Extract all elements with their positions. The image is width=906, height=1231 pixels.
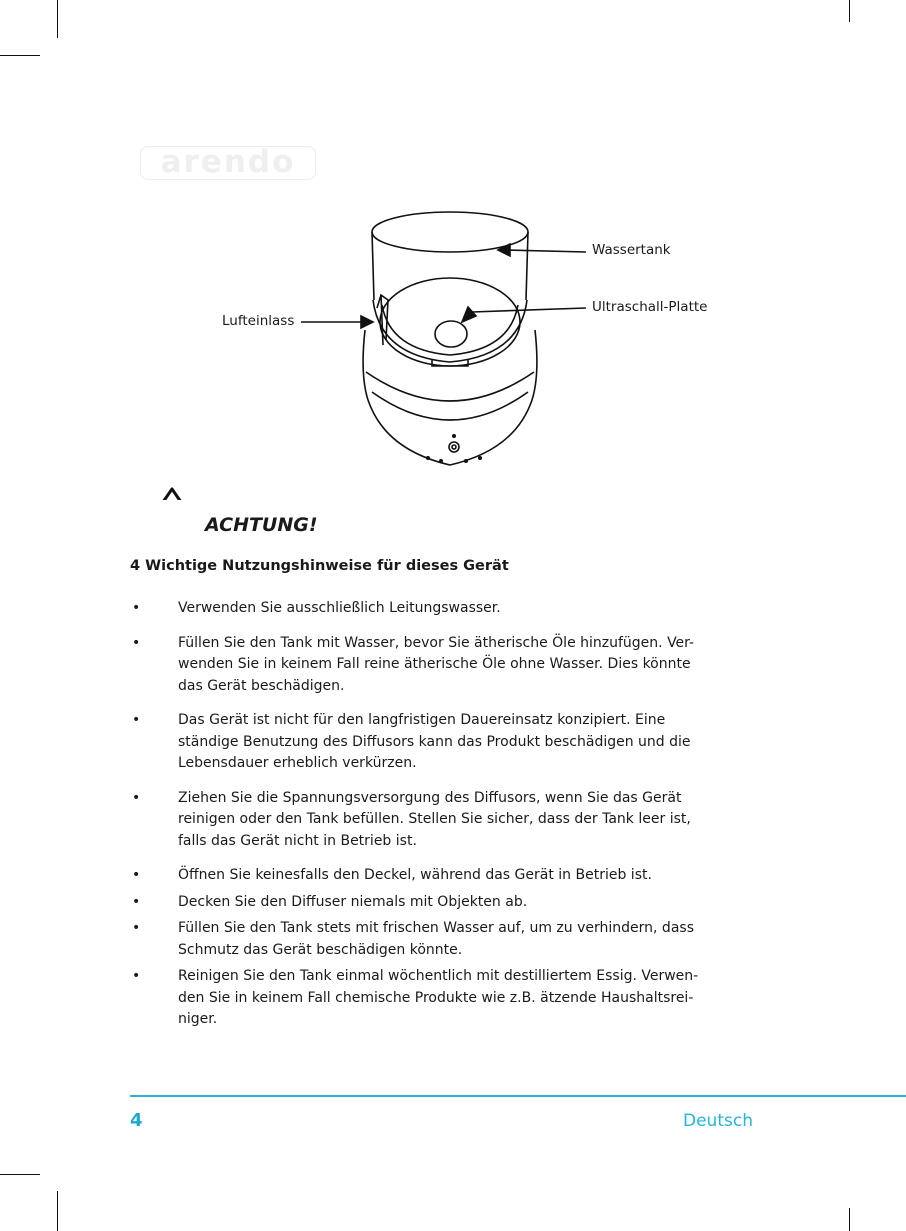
label-ultraschall-platte: Ultraschall-Platte: [592, 299, 708, 315]
list-item-line: niger.: [178, 1011, 218, 1027]
bullet-icon: •: [132, 600, 141, 616]
bullet-icon: •: [132, 634, 141, 651]
bullet-icon: •: [132, 893, 141, 910]
list-item: [130, 788, 750, 853]
usage-notes-list: [130, 598, 750, 1031]
list-item-line: Lebensdauer erheblich verkürzen.: [178, 755, 417, 771]
product-diagram: [0, 0, 906, 500]
list-item-line: Reinigen Sie den Tank einmal wöchentlich mit destilliertem Essig. Verwen-: [178, 968, 699, 984]
warning-title: ACHTUNG!: [205, 514, 318, 536]
footer-language: Deutsch: [683, 1111, 753, 1131]
label-wassertank: Wassertank: [592, 242, 671, 258]
page-number: 4: [130, 1110, 143, 1131]
list-item: [130, 710, 750, 775]
brand-logo: arendo: [140, 146, 316, 180]
list-item-line: das Gerät beschädigen.: [178, 677, 345, 694]
list-item-line: Öffnen Sie keinesfalls den Deckel, während das Gerät in Betrieb ist.: [178, 867, 652, 883]
list-item-line: Ziehen Sie die Spannungsversorgung des Diffusors, wenn Sie das Gerät: [178, 789, 682, 806]
list-item-line: reinigen oder den Tank befüllen. Stellen Sie sicher, dass der Tank leer ist,: [178, 811, 691, 827]
list-item: [130, 865, 750, 887]
list-item-line: Verwenden Sie ausschließlich Leitungswasser.: [178, 600, 501, 616]
bullet-icon: •: [132, 920, 141, 936]
list-item: [130, 633, 750, 698]
list-item: [130, 918, 750, 961]
crop-mark: [0, 1174, 40, 1175]
list-item-line: Decken Sie den Diffuser niemals mit Objekten ab.: [178, 893, 528, 910]
bullet-icon: •: [132, 968, 141, 984]
list-item-line: den Sie in keinem Fall chemische Produkte wie z.B. ätzende Haushaltsrei-: [178, 989, 694, 1006]
bullet-icon: •: [132, 789, 141, 806]
list-item-line: ständige Benutzung des Diffusors kann das Produkt beschädigen und die: [178, 733, 691, 750]
list-item-line: Das Gerät ist nicht für den langfristigen Dauereinsatz konzipiert. Eine: [178, 712, 666, 728]
label-lufteinlass: Lufteinlass: [222, 313, 295, 329]
list-item: [130, 892, 750, 914]
list-item-line: wenden Sie in keinem Fall reine ätherische Öle ohne Wasser. Dies könnte: [178, 656, 691, 672]
list-item-line: Schmutz das Gerät beschädigen könnte.: [178, 941, 463, 958]
list-item: [130, 598, 750, 620]
bullet-icon: •: [132, 867, 141, 883]
crop-mark: [57, 1191, 58, 1231]
section-heading: 4 Wichtige Nutzungshinweise für dieses Gerät: [130, 558, 509, 574]
footer-divider: [130, 1095, 906, 1097]
crop-mark: [849, 1208, 850, 1231]
bullet-icon: •: [132, 712, 141, 728]
list-item-line: Füllen Sie den Tank stets mit frischen Wasser auf, um zu verhindern, dass: [178, 920, 694, 936]
list-item-line: falls das Gerät nicht in Betrieb ist.: [178, 832, 417, 849]
list-item-line: Füllen Sie den Tank mit Wasser, bevor Sie ätherische Öle hinzufügen. Ver-: [178, 634, 695, 651]
list-item: [130, 966, 750, 1031]
